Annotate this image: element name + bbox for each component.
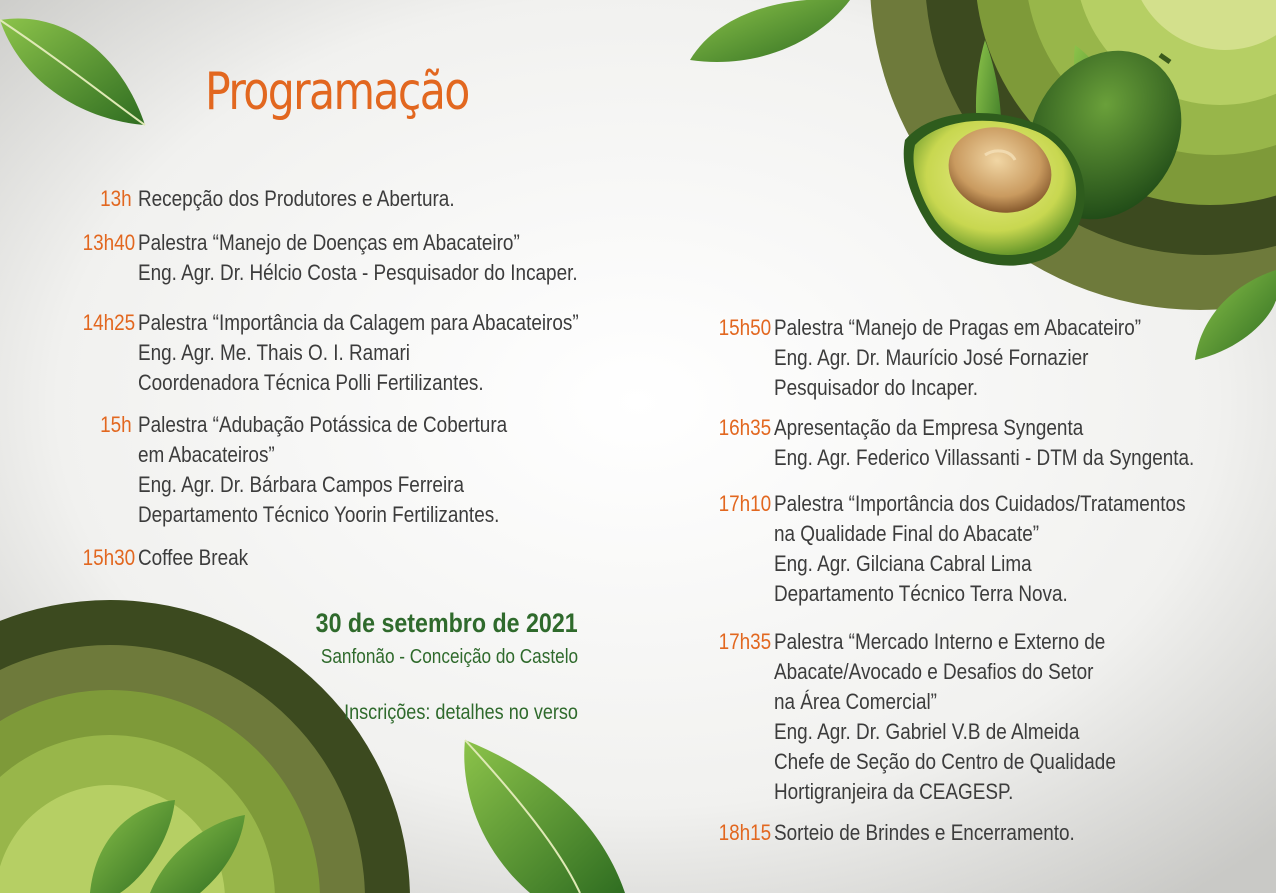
schedule-time-text: 16h35 [718, 415, 772, 440]
schedule-time [710, 627, 774, 807]
schedule-time [710, 489, 774, 609]
schedule-description [138, 543, 266, 573]
schedule-line: Palestra “Manejo de Pragas em Abacateiro” [774, 315, 1142, 340]
schedule-time [74, 308, 138, 398]
schedule-line: Coordenadora Técnica Polli Fertilizantes. [138, 370, 484, 395]
schedule-line: Eng. Agr. Federico Villassanti - DTM da Syngenta. [774, 445, 1195, 470]
schedule-line: Eng. Agr. Dr. Bárbara Campos Ferreira [138, 472, 464, 497]
schedule-time-text: 14h25 [82, 310, 136, 335]
schedule-line: Eng. Agr. Me. Thais O. I. Ramari [138, 340, 411, 365]
schedule-line: Palestra “Manejo de Doenças em Abacateiro” [138, 230, 520, 255]
schedule-line: Palestra “Adubação Potássica de Cobertura [138, 412, 508, 437]
schedule-entry [710, 818, 1124, 848]
schedule-line: Departamento Técnico Terra Nova. [774, 581, 1068, 606]
schedule-line: Palestra “Importância dos Cuidados/Tratamentos [774, 491, 1186, 516]
event-location: Sanfonão - Conceição do Castelo [320, 646, 578, 668]
schedule-line: Eng. Agr. Gilciana Cabral Lima [774, 551, 1032, 576]
schedule-line: Recepção dos Produtores e Abertura. [138, 186, 455, 211]
schedule-line: em Abacateiros” [138, 442, 275, 467]
schedule-line: Hortigranjeira da CEAGESP. [774, 779, 1014, 804]
schedule-description [138, 228, 649, 288]
schedule-time-text: 18h15 [718, 820, 772, 845]
event-date: 30 de setembro de 2021 [315, 608, 578, 638]
schedule-line: Eng. Agr. Dr. Maurício José Fornazier [774, 345, 1089, 370]
schedule-entry [74, 543, 266, 573]
schedule-time-text: 13h40 [82, 230, 136, 255]
schedule-line: na Área Comercial” [774, 689, 937, 714]
schedule-entry [74, 184, 506, 214]
schedule-line: Departamento Técnico Yoorin Fertilizantes. [138, 502, 500, 527]
schedule-time-text: 15h [100, 412, 132, 437]
schedule-line: Abacate/Avocado e Desafios do Setor [774, 659, 1094, 684]
schedule-line: Eng. Agr. Dr. Hélcio Costa - Pesquisador do Incaper. [138, 260, 578, 285]
schedule-entry [74, 228, 649, 288]
schedule-entry [710, 413, 1263, 473]
schedule-description [774, 313, 1201, 403]
schedule-time [710, 313, 774, 403]
schedule-description [138, 410, 567, 530]
schedule-time-text: 17h35 [718, 629, 772, 654]
schedule-line: Eng. Agr. Dr. Gabriel V.B de Almeida [774, 719, 1080, 744]
schedule-time [74, 228, 138, 288]
schedule-line: Palestra “Mercado Interno e Externo de [774, 629, 1106, 654]
schedule-line: Apresentação da Empresa Syngenta [774, 415, 1084, 440]
schedule-line: Sorteio de Brindes e Encerramento. [774, 820, 1075, 845]
schedule-description [138, 184, 506, 214]
schedule-entry [710, 489, 1253, 609]
registration-info: Inscrições: detalhes no verso [344, 701, 578, 724]
schedule-time [710, 818, 774, 848]
schedule-description [774, 489, 1253, 609]
schedule-time [710, 413, 774, 473]
schedule-time [74, 410, 138, 530]
schedule-time-text: 17h10 [718, 491, 772, 516]
schedule-line: na Qualidade Final do Abacate” [774, 521, 1040, 546]
schedule-line: Palestra “Importância da Calagem para Abacateiros” [138, 310, 579, 335]
schedule-line: Coffee Break [138, 545, 249, 570]
schedule-line: Pesquisador do Incaper. [774, 375, 979, 400]
schedule-description [774, 413, 1263, 473]
schedule-time-text: 13h [100, 186, 132, 211]
schedule-entry [710, 313, 1201, 403]
schedule-time [74, 543, 138, 573]
schedule-description [138, 308, 650, 398]
schedule-entry [74, 410, 567, 530]
schedule-time [74, 184, 138, 214]
schedule-entry [74, 308, 650, 398]
schedule-entry [710, 627, 1172, 807]
schedule-description [774, 627, 1172, 807]
schedule-time-text: 15h50 [718, 315, 772, 340]
schedule-description [774, 818, 1124, 848]
schedule-time-text: 15h30 [82, 545, 136, 570]
page-title: Programação [205, 62, 469, 122]
schedule-line: Chefe de Seção do Centro de Qualidade [774, 749, 1116, 774]
